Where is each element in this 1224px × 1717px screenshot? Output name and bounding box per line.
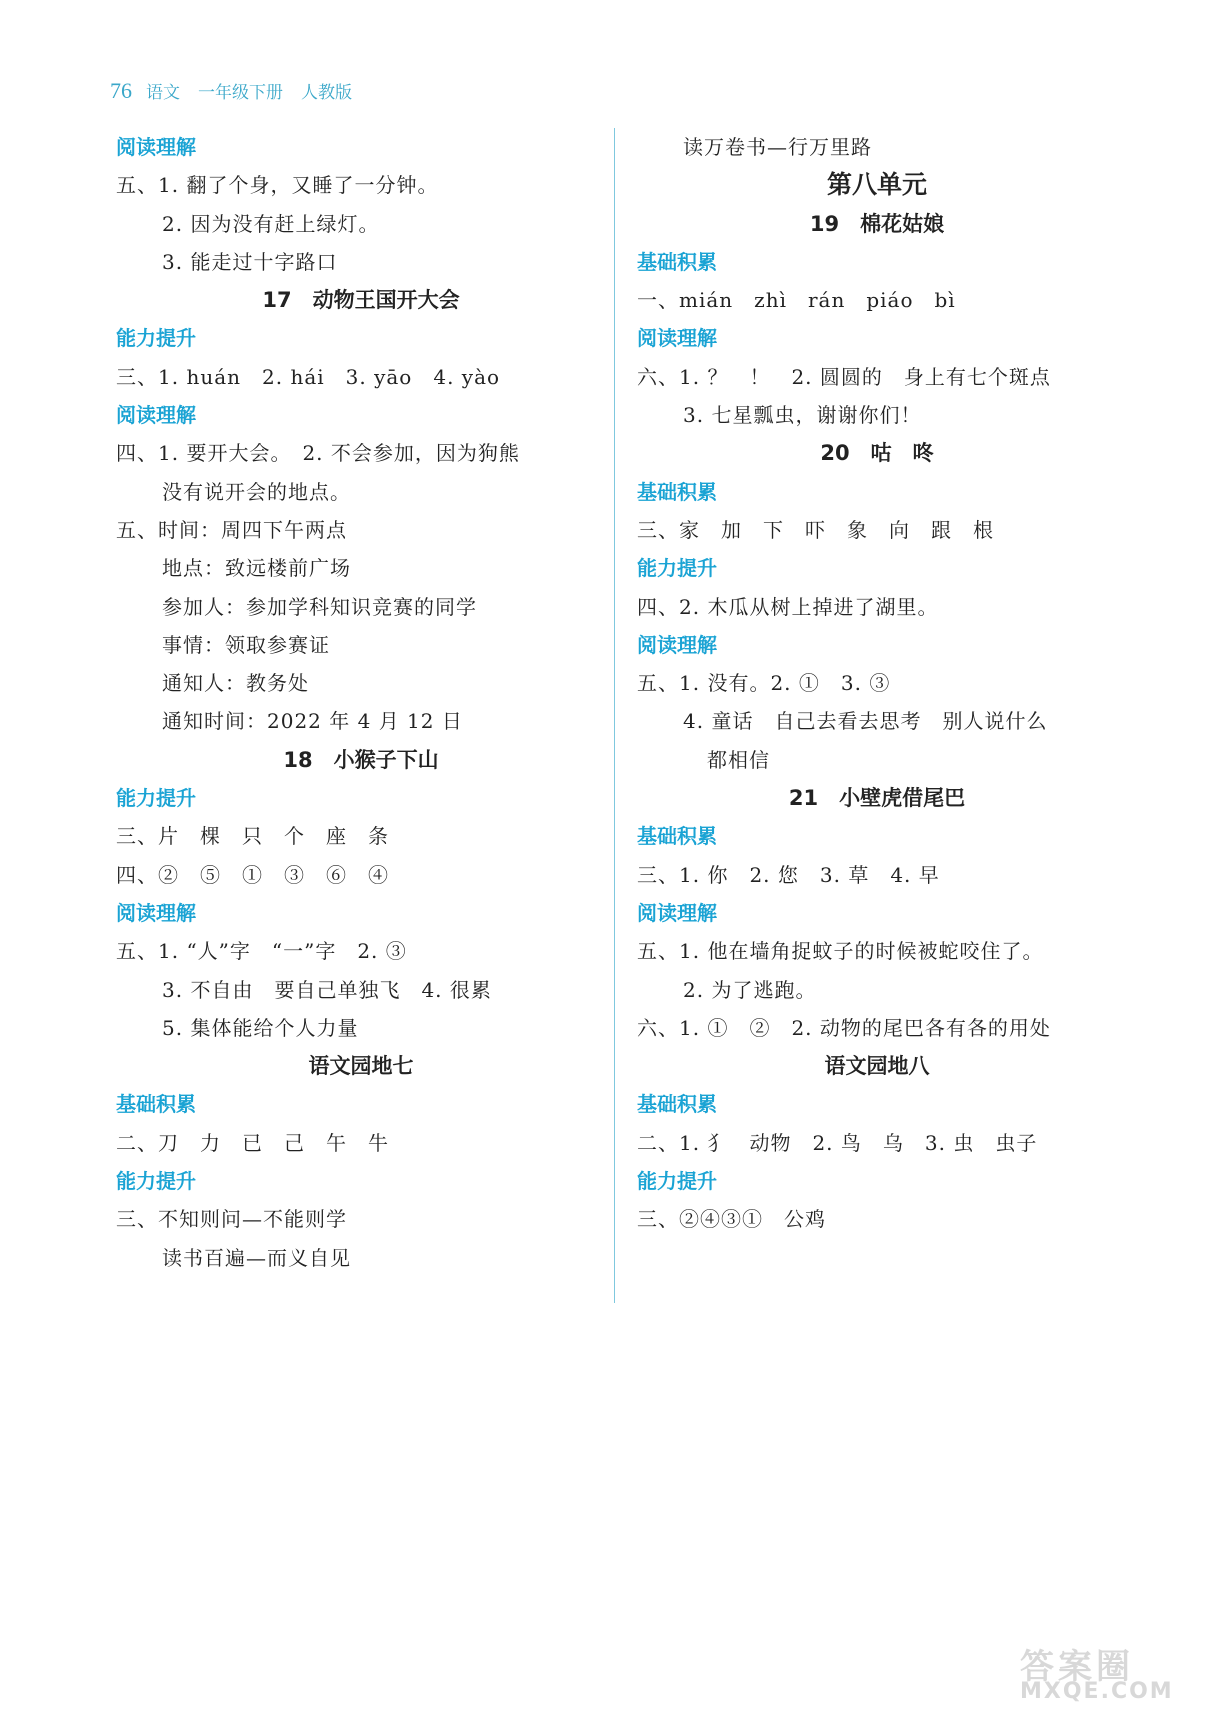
header-subject: 语文 bbox=[146, 83, 180, 103]
answer-line: 六、1. ？ ！ 2. 圆圆的 身上有七个斑点 bbox=[637, 364, 1051, 389]
answer-line: 五、1. 他在墙角捉蚊子的时候被蛇咬住了。 bbox=[637, 939, 1044, 964]
lesson-title: 17 动物王国开大会 bbox=[262, 288, 460, 313]
answer-line: 参加人：参加学科知识竞赛的同学 bbox=[162, 594, 477, 619]
section-heading: 阅读理解 bbox=[116, 135, 196, 159]
answer-line: 事情：领取参赛证 bbox=[162, 632, 330, 657]
section-heading: 阅读理解 bbox=[116, 900, 196, 925]
answer-line: 3. 不自由 要自己单独飞 4. 很累 bbox=[162, 977, 492, 1002]
section-heading: 能力提升 bbox=[116, 1169, 196, 1194]
watermark-logo bbox=[1020, 1637, 1200, 1707]
lesson-title: 21 小壁虎借尾巴 bbox=[788, 786, 966, 811]
section-heading: 基础积累 bbox=[637, 249, 717, 274]
lesson-title: 18 小猴子下山 bbox=[283, 747, 439, 772]
page-number: 76 bbox=[110, 78, 132, 103]
answer-line: 读万卷书—行万里路 bbox=[683, 135, 872, 159]
section-heading: 阅读理解 bbox=[637, 632, 717, 657]
answer-line: 三、②④③① 公鸡 bbox=[637, 1207, 826, 1232]
answer-line: 3. 七星瓢虫，谢谢你们！ bbox=[683, 403, 922, 428]
answer-line: 三、片 棵 只 个 座 条 bbox=[116, 824, 389, 849]
section-heading: 阅读理解 bbox=[637, 326, 717, 351]
section-heading: 能力提升 bbox=[116, 786, 196, 811]
lesson-title: 19 棉花姑娘 bbox=[809, 211, 945, 236]
answer-line: 一、mián zhì rán piáo bì bbox=[637, 288, 956, 313]
answer-line: 五、时间：周四下午两点 bbox=[116, 517, 347, 542]
section-heading: 基础积累 bbox=[116, 1092, 196, 1117]
section-heading: 阅读理解 bbox=[116, 403, 196, 428]
answer-line: 都相信 bbox=[707, 747, 770, 772]
answer-line: 三、1. huán 2. hái 3. yāo 4. yào bbox=[116, 364, 501, 389]
answer-line: 四、② ⑤ ① ③ ⑥ ④ bbox=[116, 862, 389, 887]
section-heading: 阅读理解 bbox=[637, 900, 717, 925]
answer-line: 读书百遍—而义自见 bbox=[162, 1245, 351, 1270]
unit-title: 第八单元 bbox=[826, 170, 927, 200]
section-heading: 基础积累 bbox=[637, 1092, 717, 1117]
lesson-title: 20 咕 咚 bbox=[820, 441, 934, 466]
answer-line: 三、1. 你 2. 您 3. 草 4. 早 bbox=[637, 862, 940, 887]
header-grade: 一年级下册 bbox=[198, 83, 283, 103]
answer-line: 通知人：教务处 bbox=[162, 671, 309, 696]
watermark-bottom-text: MXQE.COM bbox=[1020, 1679, 1174, 1704]
answer-line: 地点：致远楼前广场 bbox=[162, 556, 351, 581]
answer-line: 五、1. 没有。2. ① 3. ③ bbox=[637, 671, 891, 696]
answer-line: 通知时间：2022 年 4 月 12 日 bbox=[162, 709, 463, 734]
right-column bbox=[637, 128, 1117, 1239]
answer-line: 五、1. 翻了个身，又睡了一分钟。 bbox=[116, 173, 439, 198]
lesson-title: 语文园地八 bbox=[824, 1054, 930, 1079]
answer-line: 三、不知则问—不能则学 bbox=[116, 1207, 347, 1232]
page-header bbox=[110, 78, 370, 112]
section-heading: 能力提升 bbox=[637, 556, 717, 581]
section-heading: 能力提升 bbox=[116, 326, 196, 351]
answer-line: 四、2. 木瓜从树上掉进了湖里。 bbox=[637, 594, 939, 619]
answer-line: 二、刀 力 已 己 午 牛 bbox=[116, 1130, 389, 1155]
watermark-top-text: 答案圈 bbox=[1020, 1647, 1134, 1687]
answer-line: 五、1. “人”字 “一”字 2. ③ bbox=[116, 939, 407, 964]
section-heading: 能力提升 bbox=[637, 1169, 717, 1194]
section-heading: 基础积累 bbox=[637, 824, 717, 849]
answer-line: 四、1. 要开大会。 2. 不会参加，因为狗熊 bbox=[116, 441, 520, 466]
lesson-title: 语文园地七 bbox=[308, 1054, 414, 1079]
answer-line: 2. 为了逃跑。 bbox=[683, 977, 817, 1002]
answer-line: 4. 童话 自己去看去思考 别人说什么 bbox=[683, 709, 1048, 734]
answer-line: 二、1. 犭 动物 2. 鸟 乌 3. 虫 虫子 bbox=[637, 1130, 1038, 1155]
header-edition: 人教版 bbox=[301, 83, 352, 103]
answer-line: 三、家 加 下 吓 象 向 跟 根 bbox=[637, 517, 994, 542]
answer-line: 六、1. ① ② 2. 动物的尾巴各有各的用处 bbox=[637, 1015, 1051, 1040]
answer-line: 2. 因为没有赶上绿灯。 bbox=[162, 211, 380, 236]
section-heading: 基础积累 bbox=[637, 479, 717, 504]
answer-line: 5. 集体能给个人力量 bbox=[162, 1015, 359, 1040]
answer-line: 3. 能走过十字路口 bbox=[162, 249, 338, 274]
answer-line: 没有说开会的地点。 bbox=[162, 479, 351, 504]
left-column bbox=[116, 128, 606, 1277]
column-divider bbox=[614, 128, 615, 1303]
